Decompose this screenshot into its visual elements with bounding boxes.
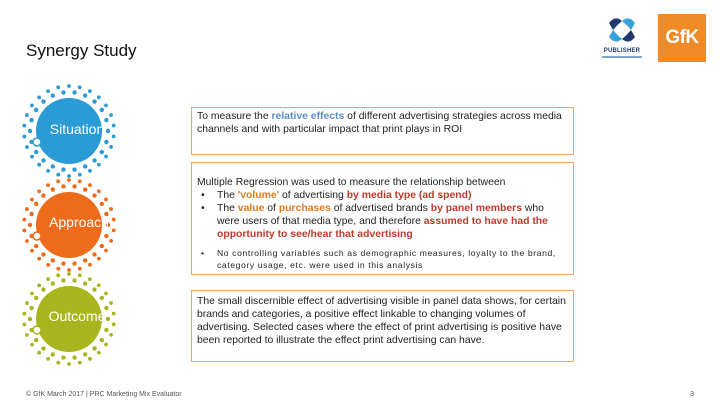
ring-dot [34, 244, 38, 248]
situation-box [191, 107, 574, 155]
ring-dot [97, 163, 101, 167]
ring-dot [92, 287, 96, 291]
ring-dot [30, 249, 34, 253]
ring-dot [37, 257, 41, 261]
ring-dot [104, 198, 108, 202]
ring-dot [30, 155, 34, 159]
stage-knob [33, 138, 41, 146]
footer-copyright: © GfK March 2017 | PRC Marketing Mix Evaluator [26, 391, 182, 398]
situation-text-2: of different advertising strategies across media channels and with particular impact that print plays in ROI [197, 111, 562, 135]
ring-dot [97, 257, 101, 261]
ring-dot [22, 323, 26, 327]
page-number: 3 [690, 391, 694, 398]
ring-dot [78, 85, 82, 89]
stage-knob [33, 326, 41, 334]
ring-dot [41, 158, 45, 162]
ring-dot [61, 184, 65, 188]
ring-dot [46, 169, 50, 173]
ring-dot [88, 169, 92, 173]
ring-dot [97, 95, 101, 99]
ring-dot [41, 99, 45, 103]
logo-group [596, 13, 706, 63]
ring-dot [67, 362, 71, 366]
ring-dot [41, 252, 45, 256]
ring-dot [51, 164, 55, 168]
stage-label-situation: Situation [49, 121, 105, 137]
ring-dot [37, 189, 41, 193]
ring-dot [92, 193, 96, 197]
ring-dot [61, 278, 65, 282]
ring-dot [83, 164, 87, 168]
stage-situation [20, 82, 118, 180]
ring-dot [51, 258, 55, 262]
ring-dot [109, 207, 113, 211]
ring-dot [25, 113, 29, 117]
ring-dot [34, 338, 38, 342]
ring-dot [104, 104, 108, 108]
ring-dot [37, 95, 41, 99]
ring-dot [46, 277, 50, 281]
bullet-3-text: No controlling variables such as demographic measures, loyalty to the brand, category usage, etc. were used in this analysis [217, 248, 556, 270]
ring-dot [83, 187, 87, 191]
stage-knob [33, 232, 41, 240]
ring-dot [78, 361, 82, 365]
ring-dot [109, 239, 113, 243]
ring-dot [97, 189, 101, 193]
ring-dot [83, 258, 87, 262]
bullet-2-assumed: assumed to have had the opportunity to see/hear that advertising [217, 216, 548, 240]
ring-dot [78, 179, 82, 183]
ring-dot [72, 184, 76, 188]
ring-dot [88, 263, 92, 267]
ring-dot [72, 261, 76, 265]
ring-dot [61, 261, 65, 265]
ring-dot [22, 229, 26, 233]
ring-dot [30, 104, 34, 108]
ring-dot [34, 296, 38, 300]
ring-dot [41, 193, 45, 197]
ring-dot [22, 218, 26, 222]
bullet-2-text-a: The [217, 203, 238, 214]
ring-dot [97, 283, 101, 287]
ring-dot [92, 99, 96, 103]
ring-dot [100, 338, 104, 342]
bullet-1-media-type: by media type (ad spend) [346, 190, 472, 201]
gfk-logo: GfK [658, 14, 706, 62]
ring-dot [109, 333, 113, 337]
ring-dot [25, 207, 29, 211]
ring-dot [51, 352, 55, 356]
ring-dot [34, 202, 38, 206]
ring-dot [92, 252, 96, 256]
ring-dot [51, 93, 55, 97]
bullet-1-text-c: of advertising [279, 190, 347, 201]
publisher-logo-text: PUBLISHER [603, 48, 641, 54]
ring-dot [100, 202, 104, 206]
ring-dot [100, 150, 104, 154]
ring-dot [25, 333, 29, 337]
stage-outcome [20, 270, 118, 368]
bullet-2-value: value [237, 203, 265, 214]
ring-dot [104, 328, 108, 332]
bullet-icon: • [201, 190, 205, 201]
ring-dot [22, 124, 26, 128]
ring-dot [83, 352, 87, 356]
ring-dot [67, 84, 71, 88]
bullet-2-panel-members: by panel members [430, 203, 522, 214]
ring-dot [100, 296, 104, 300]
bullet-icon: • [201, 203, 205, 214]
ring-dot [67, 272, 71, 276]
ring-dot [72, 90, 76, 94]
outcome-box [191, 290, 574, 362]
ring-dot [88, 357, 92, 361]
ring-dot [100, 108, 104, 112]
ring-dot [104, 249, 108, 253]
ring-dot [109, 145, 113, 149]
approach-intro: Multiple Regression was used to measure the relationship between [197, 177, 506, 188]
ring-dot [61, 167, 65, 171]
ring-dot [37, 283, 41, 287]
ring-dot [51, 187, 55, 191]
situation-highlight: relative effects [271, 111, 345, 122]
approach-bullet-2 [197, 202, 568, 241]
ring-dot [34, 150, 38, 154]
approach-bullet-1 [197, 189, 568, 202]
ring-dot [41, 287, 45, 291]
ring-dot [41, 346, 45, 350]
ring-dot [92, 346, 96, 350]
ring-dot [100, 244, 104, 248]
publisher-logo [596, 13, 648, 63]
approach-bullet-3 [197, 247, 568, 271]
ring-dot [30, 343, 34, 347]
ring-dot [46, 263, 50, 267]
ring-dot [25, 301, 29, 305]
ring-dot [46, 89, 50, 93]
ring-dot [30, 198, 34, 202]
ring-dot [37, 163, 41, 167]
ring-dot [22, 312, 26, 316]
ring-dot [88, 183, 92, 187]
ring-dot [104, 140, 108, 144]
bullet-2-purchases: purchases [278, 203, 331, 214]
outcome-text: The small discernible effect of advertising visible in panel data shows, for certain brands and categories, a positive effect linkable to changing volumes of advertising. Selected cases where the effect of print advertising is positive have been reported to illustrate the effect print advertising can have. [197, 296, 566, 346]
ring-dot [104, 343, 108, 347]
publisher-logo-line [602, 56, 642, 58]
ring-dot [78, 273, 82, 277]
approach-box [191, 162, 574, 275]
slide-title: Synergy Study [26, 41, 137, 60]
ring-dot [56, 273, 60, 277]
bullet-1-text-a: The [217, 190, 238, 201]
ring-dot [83, 281, 87, 285]
ring-dot [30, 292, 34, 296]
ring-dot [22, 135, 26, 139]
ring-dot [25, 145, 29, 149]
ring-dot [104, 292, 108, 296]
ring-dot [83, 93, 87, 97]
ring-dot [56, 361, 60, 365]
ring-dot [67, 178, 71, 182]
ring-dot [61, 90, 65, 94]
ring-dot [61, 355, 65, 359]
ring-dot [109, 113, 113, 117]
publisher-emblem-icon [605, 13, 639, 47]
stage-label-outcome: Outcome [48, 308, 106, 324]
ring-dot [88, 89, 92, 93]
ring-dot [92, 158, 96, 162]
ring-dot [109, 301, 113, 305]
ring-dot [46, 183, 50, 187]
ring-dot [88, 277, 92, 281]
ring-dot [51, 281, 55, 285]
stage-label-approach: Approach [49, 214, 109, 230]
situation-text-1: To measure the [197, 111, 272, 122]
bullet-icon: • [201, 248, 205, 258]
ring-dot [56, 179, 60, 183]
ring-dot [104, 155, 108, 159]
bullet-1-volume: 'volume' [237, 190, 280, 201]
ring-dot [72, 355, 76, 359]
ring-dot [104, 234, 108, 238]
ring-dot [72, 278, 76, 282]
ring-dot [72, 167, 76, 171]
bullet-2-text-c: of [264, 203, 279, 214]
stage-approach [20, 176, 118, 274]
ring-dot [25, 239, 29, 243]
bullet-2-text-g: who were users of that media type, and therefore [217, 203, 544, 227]
ring-dot [56, 85, 60, 89]
ring-dot [37, 351, 41, 355]
bullet-2-text-e: of advertised brands [330, 203, 431, 214]
ring-dot [97, 351, 101, 355]
ring-dot [46, 357, 50, 361]
ring-dot [34, 108, 38, 112]
